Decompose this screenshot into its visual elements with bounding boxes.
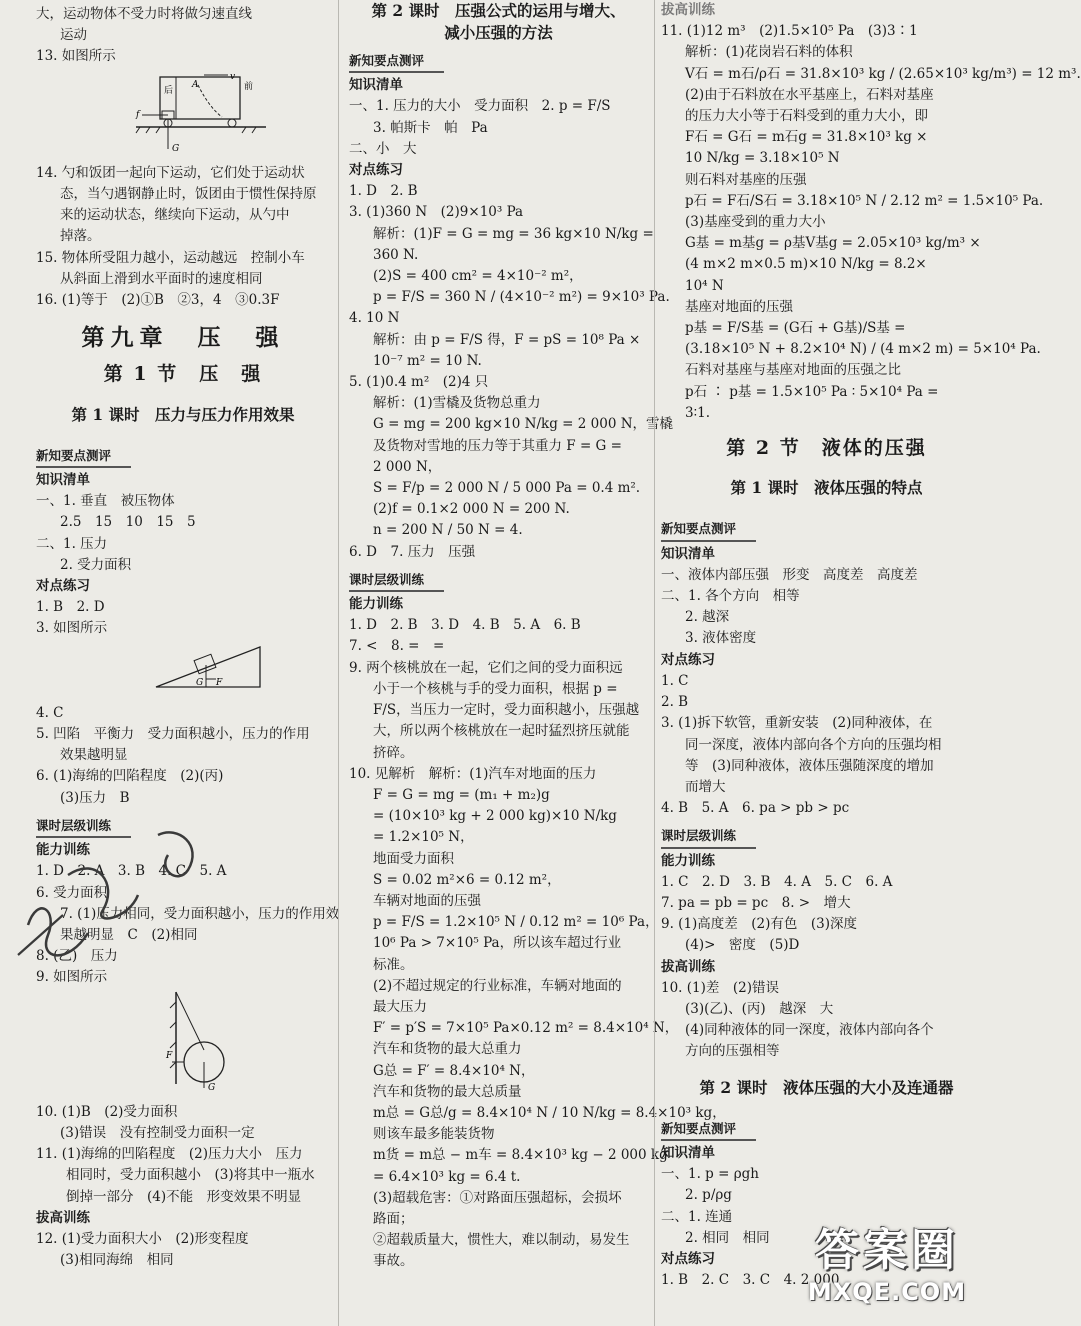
text-line: ②超载质量大，惯性大，难以制动，易发生 — [373, 1232, 630, 1249]
text-line: (3)基座受到的重力大小 — [685, 214, 826, 231]
figure-label: 后 — [164, 85, 174, 96]
watermark-logo-text: 答案圈 — [815, 1225, 959, 1276]
heading: 对点练习 — [349, 162, 403, 179]
figure-label: F — [166, 1050, 173, 1061]
text-line: 1. C — [661, 672, 689, 689]
formula-line: V石 = m石/ρ石 = 31.8×10³ kg / (2.65×10³ kg/m³) = 12 m³. — [685, 65, 1081, 82]
lesson-title: 第 2 课时 压强公式的运用与增大、 — [371, 1, 626, 20]
text-line: 车辆对地面的压强 — [373, 892, 481, 909]
lesson-title: 第 1 课时 液体压强的特点 — [730, 478, 923, 498]
text-line: (4)> 密度 (5)D — [685, 937, 800, 954]
text-line: 小于一个核桃与手的受力面积，根据 p = — [373, 680, 618, 697]
heading: 能力训练 — [36, 842, 90, 859]
figure-9-ball-wall-diagram — [36, 992, 330, 1099]
text-line: 一、1. 垂直 被压物体 — [36, 493, 175, 510]
text-line: 来的运动状态，继续向下运动，从勺中 — [60, 207, 290, 224]
formula-line: 10 N/kg = 3.18×10⁵ N — [685, 150, 840, 167]
text-line: 二、1. 各个方向 相等 — [661, 588, 800, 605]
text-line: 8. (乙) 压力 — [36, 948, 118, 965]
question-13: 13. 如图所示 — [36, 48, 116, 65]
text-line: 1. D 2. A 3. B 4. C 5. A — [36, 863, 227, 880]
formula-line: m货 = m总 − m车 = 8.4×10³ kg − 2 000 kg — [373, 1147, 668, 1164]
text-line: 1. B 2. D — [36, 599, 105, 616]
lesson-title: 第 1 课时 压力与压力作用效果 — [71, 404, 295, 424]
text-line: (3)(乙)、(丙) 越深 大 — [685, 1000, 834, 1017]
formula-line: S = F/p = 2 000 N / 5 000 Pa = 0.4 m². — [373, 480, 641, 497]
formula-line: F′ = p′S = 7×10⁵ Pa×0.12 m² = 8.4×10⁴ N， — [373, 1020, 679, 1037]
text-line: 解析：(1)花岗岩石料的体积 — [685, 44, 853, 61]
text-line: 及货物对雪地的压力等于其重力 F = G = — [373, 437, 622, 454]
heading: 能力训练 — [661, 852, 715, 869]
text-line: 的压力大小等于石料受到的重力大小，即 — [685, 108, 928, 125]
heading: 对点练习 — [661, 1250, 715, 1267]
formula-line: = 1.2×10⁵ N， — [373, 829, 474, 846]
text-line: 11. (1)12 m³ (2)1.5×10⁵ Pa (3)3∶1 — [661, 23, 918, 40]
text-line: 10. (1)B (2)受力面积 — [36, 1103, 178, 1120]
heading: 知识清单 — [661, 545, 715, 562]
text-line: 解析：由 p = F/S 得，F = pS = 10⁸ Pa × — [373, 331, 641, 348]
subsection-label: 新知要点测评 — [661, 1118, 756, 1141]
text-line: 9. 两个核桃放在一起，它们之间的受力面积远 — [349, 659, 623, 676]
text-line: 从斜面上滑到水平面时的速度相同 — [60, 270, 263, 287]
lesson-title-continued: 减小压强的方法 — [444, 23, 553, 42]
text-line: 9. (1)高度差 (2)有色 (3)深度 — [661, 916, 858, 933]
subsection-label: 课时层级训练 — [349, 569, 444, 592]
text-line: 6. D 7. 压力 压强 — [349, 543, 476, 560]
formula-line: F = G = mg = (m₁ + m₂)g — [373, 786, 550, 803]
column-right — [654, 0, 1081, 1326]
formula-line: n = 200 N / 50 N = 4. — [373, 522, 523, 539]
formula-line: p石 ∶ p基 = 1.5×10⁵ Pa ∶ 5×10⁴ Pa = — [685, 383, 939, 400]
text-line: 2 000 N， — [373, 458, 442, 475]
text-line: 大，运动物体不受力时将做匀速直线 — [36, 6, 252, 22]
text-line: 360 N. — [373, 246, 419, 263]
text-line: 方向的压强相等 — [685, 1043, 780, 1060]
text-line: 则该车最多能装货物 — [373, 1126, 495, 1143]
text-line: 大，所以两个核桃放在一起时猛烈挤压就能 — [373, 723, 630, 740]
heading: 拔高训练 — [661, 2, 715, 18]
heading: 对点练习 — [661, 651, 715, 668]
text-line: 一、1. 压力的大小 受力面积 2. p = F/S — [349, 98, 611, 115]
section-title: 第 1 节 压 强 — [103, 363, 263, 386]
text-line: 路面； — [373, 1210, 414, 1227]
text-line: 效果越明显 — [60, 747, 128, 764]
heading: 知识清单 — [661, 1144, 715, 1161]
text-line: 一、液体内部压强 形变 高度差 高度差 — [661, 566, 918, 583]
text-line: 二、小 大 — [349, 140, 417, 157]
text-line: 相同时，受力面积越小 (3)将其中一瓶水 — [66, 1167, 315, 1184]
text-line: 6. (1)海绵的凹陷程度 (2)(丙) — [36, 768, 224, 785]
text-line: G = mg = 200 kg×10 N/kg = 2 000 N，雪橇 — [373, 416, 674, 433]
text-line: 果越明显 C (2)相同 — [60, 926, 198, 943]
heading: 能力训练 — [349, 596, 403, 613]
text-line: 11. (1)海绵的凹陷程度 (2)压力大小 压力 — [36, 1146, 303, 1163]
text-line: 运动 — [60, 27, 87, 44]
formula-line: G基 = m基g = ρ基V基g = 2.05×10³ kg/m³ × — [685, 235, 981, 252]
formula-line: p = F/S = 1.2×10⁵ N / 0.12 m² = 10⁶ Pa， — [373, 914, 659, 931]
text-line: S = 0.02 m²×6 = 0.12 m²， — [373, 871, 561, 888]
text-line: 地面受力面积 — [373, 850, 454, 867]
subsection-label: 课时层级训练 — [661, 825, 756, 848]
section-title: 第 2 节 液体的压强 — [726, 437, 927, 460]
text-line: (4)同种液体的同一深度，液体内部向各个 — [685, 1022, 934, 1039]
subsection-label: 新知要点测评 — [661, 518, 756, 541]
formula-line: 2. p/ρg — [685, 1187, 732, 1204]
text-line: 2. 相同 相同 — [685, 1229, 770, 1246]
text-line: 态，当勺遇钢静止时，饭团由于惯性保持原 — [60, 186, 317, 203]
text-line: 最大压力 — [373, 998, 427, 1015]
text-line: 3. 如图所示 — [36, 620, 108, 637]
question-15: 15. 物体所受阻力越小，运动越远 控制小车 — [36, 249, 305, 266]
text-line: (3)相同海绵 相同 — [60, 1252, 174, 1269]
figure-label: A — [192, 79, 199, 90]
figure-label: v — [230, 71, 236, 82]
text-line: 3. (1)拆下软管，重新安装 (2)同种液体，在 — [661, 715, 933, 732]
figure-label: F — [216, 677, 223, 688]
text-line: 3. 液体密度 — [685, 630, 757, 647]
text-line: 解析：(1)雪橇及货物总重力 — [373, 395, 541, 412]
figure-label: G — [196, 677, 204, 688]
formula-line: (4 m×2 m×0.5 m)×10 N/kg = 8.2× — [685, 256, 927, 273]
figure-label: G — [208, 1082, 216, 1093]
text-line: F/S，当压力一定时，受力面积越小，压强越 — [373, 702, 640, 719]
text-line: 解析：(1)F = G = mg = 36 kg×10 N/kg = — [373, 225, 654, 242]
text-line: 1. C 2. D 3. B 4. A 5. C 6. A — [661, 873, 893, 890]
text-line: 汽车和货物的最大总质量 — [373, 1083, 522, 1100]
text-line: (2)f = 0.1×2 000 N = 200 N. — [373, 501, 570, 518]
formula-line: (3.18×10⁵ N + 8.2×10⁴ N) / (4 m×2 m) = 5×10⁴ Pa. — [685, 341, 1041, 358]
text-line: 事故。 — [373, 1253, 414, 1270]
question-16: 16. (1)等于 (2)①B ②3，4 ③0.3F — [36, 292, 280, 309]
text-line: 1. D 2. B — [349, 183, 418, 200]
text-line: 标准。 — [373, 956, 414, 973]
text-line: 10. 见解析 解析：(1)汽车对地面的压力 — [349, 765, 597, 782]
text-line: (3)压力 B — [60, 789, 130, 806]
text-line: 4. 10 N — [349, 310, 400, 327]
text-line: 二、1. 压力 — [36, 535, 108, 552]
column-left — [0, 0, 338, 1326]
figure-3-incline-diagram — [36, 643, 330, 700]
text-line: 7. (1)压力相同，受力面积越小，压力的作用效 — [60, 905, 340, 922]
text-line: 而增大 — [685, 778, 726, 795]
incline-force-diagram — [156, 643, 266, 693]
watermark-url: MXQE.COM — [807, 1278, 967, 1306]
heading: 对点练习 — [36, 578, 90, 595]
text-line: 10⁻⁷ m² = 10 N. — [373, 352, 482, 369]
text-line: 挤碎。 — [373, 744, 414, 761]
text-line: (3)超载危害：①对路面压强超标，会损坏 — [373, 1189, 622, 1206]
text-line: 一、1. p = ρgh — [661, 1166, 759, 1183]
site-watermark — [782, 1214, 992, 1306]
formula-line: F石 = G石 = m石g = 31.8×10³ kg × — [685, 129, 928, 146]
text-line: 则石料对基座的压强 — [685, 171, 807, 188]
text-line: 2. 越深 — [685, 609, 730, 626]
heading: 拔高训练 — [661, 958, 715, 975]
text-line: 2.5 15 10 15 5 — [60, 514, 196, 531]
cart-force-diagram — [136, 71, 266, 153]
lesson-title: 第 2 课时 液体压强的大小及连通器 — [699, 1077, 954, 1097]
subsection-label: 新知要点测评 — [349, 50, 444, 73]
formula-line: p = F/S = 360 N / (4×10⁻² m²) = 9×10³ Pa. — [373, 289, 670, 306]
text-line: 10. (1)差 (2)错误 — [661, 979, 780, 996]
figure-label: G — [172, 143, 180, 154]
text-line: 二、1. 连通 — [661, 1208, 733, 1225]
text-line: 6. 受力面积 — [36, 884, 108, 901]
figure-label: f — [136, 109, 140, 120]
formula-line: = (10×10³ kg + 2 000 kg)×10 N/kg — [373, 808, 617, 825]
text-line: 2. B — [661, 694, 689, 711]
formula-line: m总 = G总/g = 8.4×10⁴ N / 10 N/kg = 8.4×10³ kg， — [373, 1104, 726, 1121]
text-line: 同一深度，液体内部向各个方向的压强均相 — [685, 736, 942, 753]
text-line: 等 (3)同种液体，液体压强随深度的增加 — [685, 757, 934, 774]
formula-line: p石 = F石/S石 = 3.18×10⁵ N / 2.12 m² = 1.5×10⁵ Pa. — [685, 192, 1044, 209]
text-line: 汽车和货物的最大总重力 — [373, 1041, 522, 1058]
figure-label: 前 — [244, 81, 254, 92]
heading: 知识清单 — [349, 77, 403, 94]
text-line: 3. 帕斯卡 帕 Pa — [373, 119, 488, 136]
text-line: (2)S = 400 cm² = 4×10⁻² m²， — [373, 268, 583, 285]
formula-line: 10⁴ N — [685, 277, 724, 294]
text-line: 1. D 2. B 3. D 4. B 5. A 6. B — [349, 617, 581, 634]
text-line: 石料对基座与基座对地面的压强之比 — [685, 362, 901, 379]
heading: 拔高训练 — [36, 1209, 90, 1226]
text-line: 7. pa = pb = pc 8. > 增大 — [661, 894, 851, 911]
question-14: 14. 勺和饭团一起向下运动，它们处于运动状 — [36, 164, 305, 181]
subsection-label: 新知要点测评 — [36, 445, 131, 468]
text-line: (3)错误 没有控制受力面积一定 — [60, 1124, 255, 1141]
chapter-title: 第九章 压 强 — [81, 324, 285, 352]
formula-line: = 6.4×10³ kg = 6.4 t. — [373, 1168, 521, 1185]
formula-line: 3∶1. — [685, 404, 710, 421]
text-line: 基座对地面的压强 — [685, 298, 793, 315]
text-line: 4. C — [36, 704, 64, 721]
text-line: 1. B 2. C 3. C 4. 2 000 — [661, 1272, 840, 1289]
text-line: 倒掉一部分 (4)不能 形变效果不明显 — [66, 1188, 302, 1205]
heading: 知识清单 — [36, 472, 90, 489]
text-line: 5. 凹陷 平衡力 受力面积越小，压力的作用 — [36, 726, 310, 743]
text-line: 5. (1)0.4 m² (2)4 只 — [349, 374, 489, 391]
text-line: 7. < 8. = = — [349, 638, 445, 655]
text-line: 4. B 5. A 6. pa > pb > pc — [661, 800, 850, 817]
ball-wall-force-diagram — [166, 992, 246, 1092]
formula-line: p基 = F/S基 = (G石 + G基)/S基 = — [685, 320, 906, 337]
text-line: 掉落。 — [60, 228, 101, 245]
figure-13-cart-diagram — [36, 71, 330, 160]
text-line: 3. (1)360 N (2)9×10³ Pa — [349, 204, 524, 221]
text-line: (2)不超过规定的行业标准，车辆对地面的 — [373, 977, 622, 994]
formula-line: G总 = F′ = 8.4×10⁴ N， — [373, 1062, 535, 1079]
handwriting-scribble — [8, 815, 218, 975]
text-line: 9. 如图所示 — [36, 969, 108, 986]
text-line: 12. (1)受力面积大小 (2)形变程度 — [36, 1230, 249, 1247]
text-line: 10⁶ Pa > 7×10⁵ Pa，所以该车超过行业 — [373, 935, 622, 952]
text-line: (2)由于石料放在水平基座上，石料对基座 — [685, 86, 934, 103]
text-line: 2. 受力面积 — [60, 556, 132, 573]
subsection-label: 课时层级训练 — [36, 815, 131, 838]
